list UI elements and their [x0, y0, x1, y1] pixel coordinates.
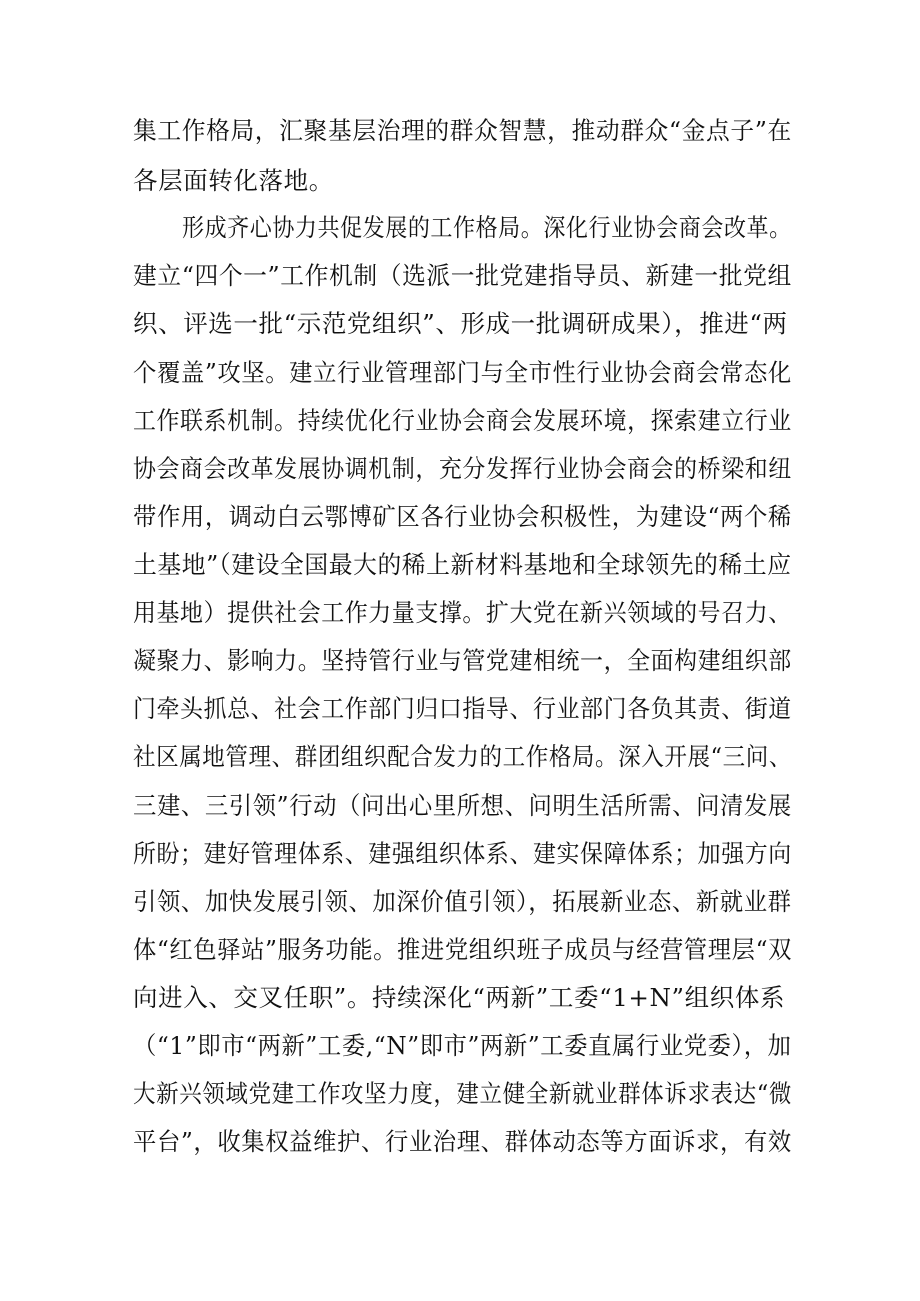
- text-line: 向进入、交叉任职”。持续深化“两新”工委“1+N”组织体系: [133, 983, 786, 1012]
- text-line: 大新兴领域党建工作攻坚力度，建立健全新就业群体诉求表达“微: [133, 1079, 792, 1108]
- text-line: 工作联系机制。持续优化行业协会商会发展环境，探索建立行业: [133, 406, 792, 435]
- text-line: 建立“四个一”工作机制（选派一批党建指导员、新建一批党组: [133, 261, 792, 290]
- text-line: 所盼；建好管理体系、建强组织体系、建实保障体系；加强方向: [133, 839, 792, 868]
- text-line: 引领、加快发展引领、加深价值引领），拓展新业态、新就业群: [133, 887, 792, 916]
- text-line: 社区属地管理、群团组织配合发力的工作格局。深入开展“三问、: [133, 742, 792, 771]
- text-line: 三建、三引领”行动（问出心里所想、问明生活所需、问清发展: [133, 791, 792, 820]
- paragraph-first-line: 形成齐心协力共促发展的工作格局。深化行业协会商会改革。: [182, 213, 792, 242]
- text-line: 凝聚力、影响力。坚持管行业与管党建相统一，全面构建组织部: [133, 646, 792, 675]
- text-line: 体“红色驿站”服务功能。推进党组织班子成员与经营管理层“双: [133, 935, 792, 964]
- text-line: 个覆盖”攻坚。建立行业管理部门与全市性行业协会商会常态化: [133, 358, 792, 387]
- text-line: 协会商会改革发展协调机制，充分发挥行业协会商会的桥梁和纽: [133, 454, 792, 483]
- text-line: 织、评选一批“示范党组织”、形成一批调研成果），推进“两: [133, 309, 788, 338]
- text-line: 带作用，调动白云鄂博矿区各行业协会积极性，为建设“两个稀: [133, 502, 792, 531]
- text-line: 门牵头抓总、社会工作部门归口指导、行业部门各负其责、街道: [133, 694, 792, 723]
- text-line: 用基地）提供社会工作力量支撑。扩大党在新兴领域的号召力、: [133, 598, 792, 627]
- text-line: 土基地”（建设全国最大的稀上新材料基地和全球领先的稀土应: [133, 550, 792, 579]
- text-line: 各层面转化落地。: [133, 166, 334, 195]
- text-line: 平台”，收集权益维护、行业治理、群体动态等方面诉求，有效: [133, 1127, 792, 1156]
- text-line: （“1”即市“两新”工委,“N”即市”两新”工委直属行业党委），加: [133, 1031, 792, 1060]
- text-line: 集工作格局，汇聚基层治理的群众智慧，推动群众“金点子”在: [133, 116, 792, 145]
